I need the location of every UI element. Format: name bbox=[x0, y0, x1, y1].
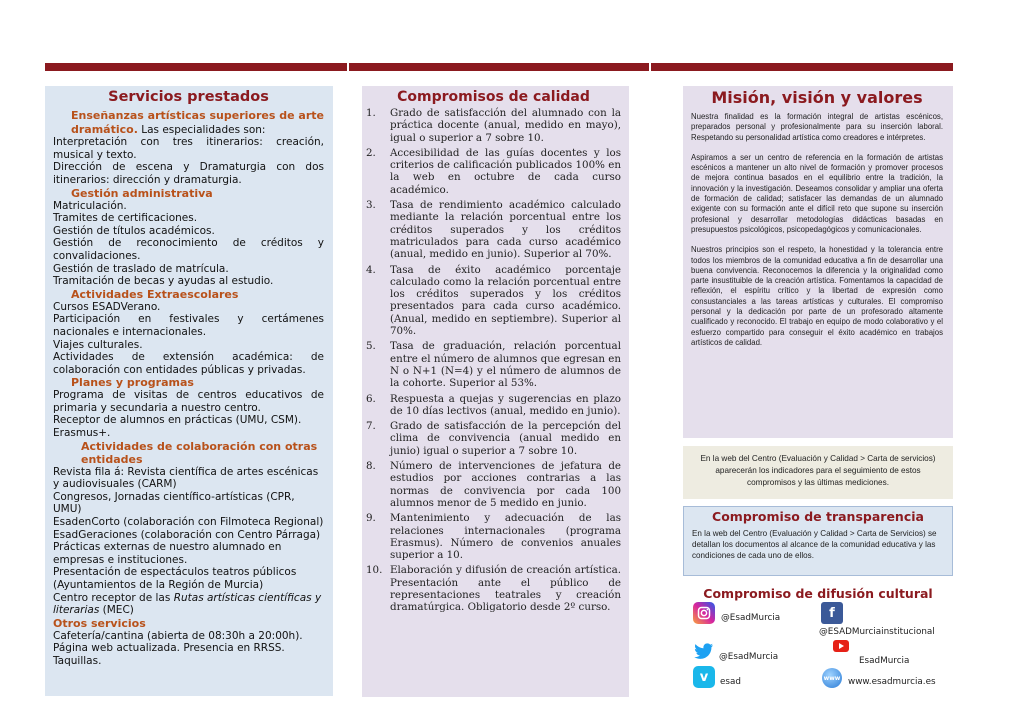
website-url: www.esadmurcia.es bbox=[848, 677, 936, 687]
planes-heading: Planes y programas bbox=[71, 376, 194, 390]
colaboracion-heading: Actividades de colaboración con otras entidades bbox=[81, 439, 318, 466]
item-number: 6. bbox=[366, 392, 376, 405]
twitter-link[interactable] bbox=[693, 640, 778, 662]
item-text: Tasa de rendimiento académico calculado mediante la relación porcentual entre los créditos superados y los créditos matriculados para cada curso académico (anual, medido en junio). Superior al 70%. bbox=[390, 199, 621, 261]
colab-item: Revista fila á: Revista científica de artes escénicas y audiovisuales (CARM) bbox=[53, 465, 319, 491]
ensenanzas-text: Las especialidades son: bbox=[137, 123, 266, 136]
item-text: Mantenimiento y adecuación de las relaciones internacionales (programa Erasmus). Número de convenios anuales superior a 10. bbox=[390, 512, 621, 562]
gestion-item: Gestión de títulos académicos. bbox=[53, 224, 215, 237]
item-text: Tasa de graduación, relación porcentual entre el número de alumnos que egresan en N o N+1 (N=4) y el número de alumnos de la cohorte. Superior al 53%. bbox=[390, 340, 621, 390]
youtube-link[interactable] bbox=[831, 640, 909, 666]
list-item bbox=[366, 340, 621, 389]
list-item bbox=[366, 420, 621, 457]
gestion-item: Matriculación. bbox=[53, 199, 127, 212]
transparencia-box bbox=[683, 506, 953, 576]
list-item bbox=[366, 147, 621, 196]
centro-receptor-text bbox=[53, 592, 324, 617]
extraescolares-heading: Actividades Extraescolares bbox=[71, 287, 239, 301]
top-bar-right bbox=[651, 63, 953, 71]
valores-paragraph: Nuestros principios son el respeto, la honestidad y la tolerancia entre todos los miembros de la comunidad educativa a fin de desarrollar una buena convivencia. Reconocemos la diferencia y la originalidad como parte insustituible de la creación artística. Fomentamos la capacidad de reflexión, el espíritu crítico y la libertad de expresión como consustanciales a las tareas artísticas y culturales. El compromiso personal y la dedicación por parte de un profesorado altamente cualificado y reconocido. El trabajo en equipo de modo colaborativo y el esfuerzo compartido para conseguir el éxito académico en trabajos artísticos de calidad. bbox=[691, 245, 943, 347]
otros-item: Página web actualizada. Presencia en RRSS. bbox=[53, 642, 285, 655]
top-bar-left bbox=[45, 63, 347, 71]
twitter-icon bbox=[693, 640, 715, 662]
item-number: 7. bbox=[366, 420, 376, 433]
compromisos-panel bbox=[362, 86, 629, 697]
colab-item: EsadenCorto (colaboración con Filmoteca Regional) bbox=[53, 516, 324, 529]
ensenanzas-heading: Enseñanzas artísticas superiores de arte dramático. bbox=[71, 109, 324, 136]
difusion-box bbox=[683, 582, 953, 697]
list-item bbox=[366, 512, 621, 561]
otros-item: Taquillas. bbox=[53, 654, 102, 667]
interpretacion-text: Interpretación con tres itinerarios: creación, musical y texto. bbox=[53, 136, 324, 161]
extra-item: Cursos ESADVerano. bbox=[53, 300, 161, 313]
item-text: Elaboración y difusión de creación artística. Presentación ante el público de representaciones teatrales y creación dramatúrgica. Obligatorio desde 2º curso. bbox=[390, 564, 621, 614]
item-number: 10. bbox=[366, 564, 383, 577]
list-item bbox=[366, 460, 621, 509]
difusion-title: Compromiso de difusión cultural bbox=[703, 586, 933, 601]
compromisos-list bbox=[366, 107, 621, 614]
gestion-heading: Gestión administrativa bbox=[71, 186, 213, 200]
planes-item: Receptor de alumnos en prácticas (UMU, CSM). bbox=[53, 414, 302, 427]
rutas-title: Rutas artísticas científicas y literarias bbox=[53, 591, 322, 617]
facebook-link[interactable] bbox=[819, 602, 935, 637]
web-icon: www bbox=[822, 668, 842, 688]
transparencia-text: En la web del Centro (Evaluación y Calidad > Carta de Servicios) se detallan los documentos al alcance de la comunidad educativa y las condiciones de cada uno de ellos. bbox=[692, 529, 937, 560]
twitter-handle: @EsadMurcia bbox=[719, 652, 779, 662]
item-text: Respuesta a quejas y sugerencias en plazo de 10 días lectivos (anual, medido en junio). bbox=[390, 392, 621, 417]
youtube-icon bbox=[833, 640, 849, 652]
centro-receptor-c: (MEC) bbox=[99, 604, 134, 617]
facebook-handle: @ESADMurciainstitucional bbox=[819, 627, 935, 637]
servicios-title: Servicios prestados bbox=[108, 89, 269, 105]
gestion-item: Tramitación de becas y ayudas al estudio. bbox=[53, 275, 274, 288]
mision-title: Misión, visión y valores bbox=[711, 88, 923, 107]
list-item bbox=[366, 107, 621, 144]
colab-item: Prácticas externas de nuestro alumnado en empresas e instituciones. bbox=[53, 541, 282, 566]
facebook-icon: f bbox=[821, 602, 843, 624]
mision-panel bbox=[683, 86, 953, 438]
extra-item: Viajes culturales. bbox=[53, 338, 143, 351]
item-text: Grado de satisfacción de la percepción del clima de convivencia (anual medido en junio) igual o superior a 7 sobre 10. bbox=[390, 420, 621, 457]
item-number: 2. bbox=[366, 146, 376, 159]
item-text: Grado de satisfacción del alumnado con la práctica docente (anual, medido en mayo), igual o superior a 7 sobre 10. bbox=[390, 107, 621, 144]
compromisos-title: Compromisos de calidad bbox=[397, 89, 590, 105]
item-text: Tasa de éxito académico porcentaje calculado como la relación porcentual entre los créditos superados y los créditos presentados para cada curso académico. (Anual, medido en septiembre). Superior al 70%. bbox=[390, 263, 621, 338]
item-text: Accesibilidad de las guías docentes y los criterios de calificación publicados 100% en la web en octubre de cada curso académico. bbox=[390, 146, 621, 196]
web-note-text: En la web del Centro (Evaluación y Calidad > Carta de servicios) aparecerán los indicadores para el seguimiento de estos compromisos y las últimas mediciones. bbox=[700, 454, 936, 487]
extra-item: Participación en festivales y certámenes nacionales e internacionales. bbox=[53, 313, 324, 338]
vimeo-link[interactable] bbox=[693, 666, 741, 688]
colab-item: Congresos, Jornadas científico-artísticas (CPR, UMU) bbox=[53, 490, 295, 516]
item-text: Número de intervenciones de jefatura de estudios por acciones contrarias a las normas de convivencia por cada 100 alumnos menor de 5 medido en junio. bbox=[390, 460, 621, 509]
item-number: 3. bbox=[366, 199, 376, 212]
ensenanzas-paragraph bbox=[53, 109, 324, 136]
colab-item: Presentación de espectáculos teatros públicos (Ayuntamientos de la Región de Murcia) bbox=[53, 566, 297, 591]
extra-item: Actividades de extensión académica: de colaboración con entidades públicas y privadas. bbox=[53, 351, 324, 376]
list-item bbox=[366, 264, 621, 338]
instagram-icon bbox=[693, 602, 715, 624]
otros-heading: Otros servicios bbox=[53, 616, 146, 630]
planes-item: Erasmus+. bbox=[53, 427, 111, 440]
gestion-item: Gestión de reconocimiento de créditos y convalidaciones. bbox=[53, 237, 324, 262]
list-item bbox=[366, 564, 621, 613]
item-number: 4. bbox=[366, 263, 376, 276]
direccion-text: Dirección de escena y Dramaturgia con dos itinerarios: dirección y dramaturgia. bbox=[53, 161, 324, 186]
instagram-handle: @EsadMurcia bbox=[721, 612, 781, 623]
item-number: 9. bbox=[366, 512, 376, 525]
item-number: 1. bbox=[366, 107, 376, 119]
web-note-box bbox=[683, 446, 953, 499]
instagram-link[interactable] bbox=[693, 602, 780, 624]
colab-item: EsadGeraciones (colaboración con Centro Párraga) bbox=[53, 528, 321, 541]
vision-paragraph: Aspiramos a ser un centro de referencia en la formación de artistas escénicos a mantener un alto nivel de formación y promover procesos de mejora continua basados en el equilibrio entre la tradición, la innovación y la investigación. Deseamos consolidar y ampliar una oferta de formación de calidad; satisfacer las demandas de un alumnado exigente con su formación ante el difícil reto que supone su inserción profesional y desarrollar metodologías didácticas basadas en presupuestos psicológicos, psicopedagógicos y comunicacionales. bbox=[691, 152, 943, 234]
centro-receptor-a: Centro receptor de las bbox=[53, 591, 174, 604]
vimeo-icon: v bbox=[693, 666, 715, 688]
vimeo-handle: esad bbox=[720, 677, 741, 687]
servicios-panel bbox=[45, 86, 333, 696]
youtube-handle: EsadMurcia bbox=[859, 656, 910, 666]
list-item bbox=[366, 393, 621, 418]
top-bar-middle bbox=[349, 63, 649, 71]
mision-paragraph: Nuestra finalidad es la formación integral de artistas escénicos, preparados personal y profesionalmente para su inserción laboral. Respetando su personalidad artística como creadores e intérpretes. bbox=[691, 112, 943, 142]
list-item bbox=[366, 199, 621, 260]
gestion-item: Gestión de traslado de matrícula. bbox=[53, 262, 229, 275]
gestion-item: Tramites de certificaciones. bbox=[53, 212, 198, 225]
item-number: 5. bbox=[366, 340, 376, 353]
planes-item: Programa de visitas de centros educativos de primaria y secundaria a nuestro centro. bbox=[53, 389, 324, 414]
item-number: 8. bbox=[366, 460, 376, 473]
otros-item: Cafetería/cantina (abierta de 08:30h a 20:00h). bbox=[53, 629, 303, 642]
transparencia-title: Compromiso de transparencia bbox=[712, 509, 924, 524]
website-link[interactable] bbox=[822, 668, 936, 688]
